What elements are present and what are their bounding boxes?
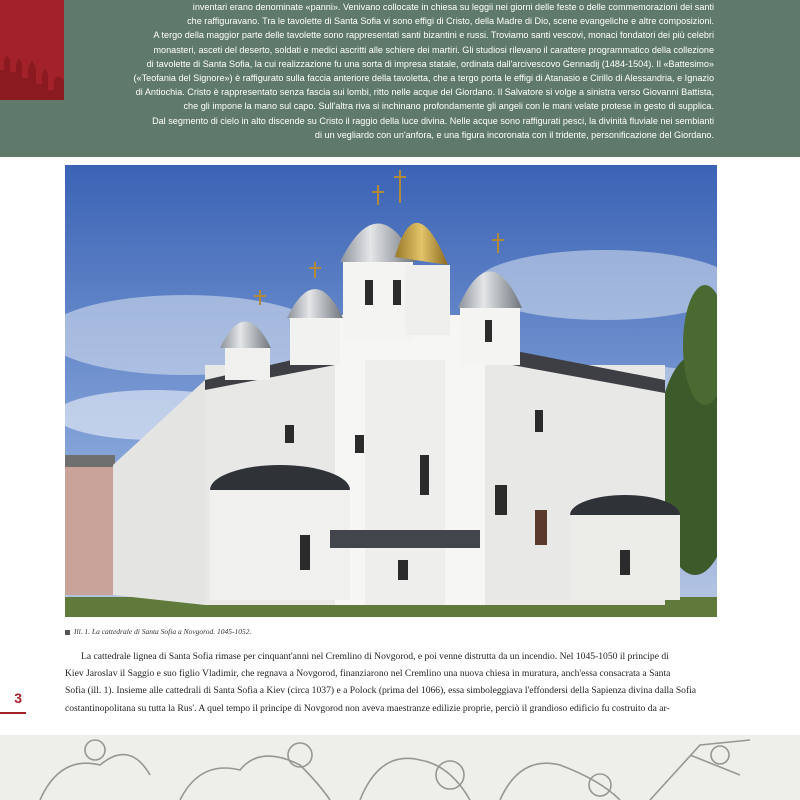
caption-bullet-icon: [65, 630, 70, 635]
photo-caption: [65, 627, 717, 636]
intro-line: che gli impone la mano sul capo. Sull'altra riva si inchinano profondamente gli angeli con le mani velate protese in gesto di supplica.: [183, 101, 714, 112]
body-line: La cattedrale lignea di Santa Sofia rimase per cinquant'anni nel Cremlino di Novgorod, e poi venne distrutta da un incendio. Nel 1045-1050 il principe di: [81, 651, 669, 662]
intro-line: monasteri, asceti del deserto, soldati e medici ascritti alle schiere dei martiri. Gli studiosi rilevano il carattere programmatico della collezione: [153, 44, 714, 55]
decorative-engraving: [0, 735, 800, 800]
main-paragraph: [65, 648, 717, 717]
intro-line: che raffiguravano. Tra le tavolette di Santa Sofia vi sono effigi di Cristo, della Madre di Dio, scene evangeliche e altre composizioni.: [187, 16, 714, 27]
intro-line: di un vegliardo con un'anfora, e una figura incoronata con il tridente, personificazione del Giordano.: [314, 129, 714, 140]
intro-line: («Teofania del Signore») è raffigurato sulla faccia anteriore della tavoletta, che a tergo porta le effigi di Atanasio e Cirillo di Alessandria, e Ignazio: [133, 73, 714, 84]
intro-line: Dal segmento di cielo in alto discende su Cristo il raggio della luce divina. Nelle acque sono raffigurati pesci, la divinità fluviale nei sembianti: [152, 115, 714, 126]
intro-line: di tavolette di Santa Sofia, la cui realizzazione fu una sorta di impresa statale, ordinata dall'arcivescovo Gennadij (1484-1504). Il «Battesimo»: [146, 58, 714, 69]
kremlin-silhouette-icon: [0, 0, 64, 100]
page-number: 3: [0, 690, 26, 714]
cathedral-photo: [65, 165, 717, 617]
intro-line: inventari erano denominate «panni». Venivano collocate in chiesa su leggii nei giorni delle feste o delle commemorazioni dei santi: [192, 2, 714, 12]
intro-line: A tergo della maggior parte delle tavolette sono rappresentati santi bizantini e russi. Troviamo santi vescovi, monaci fondatori dei più celebri: [153, 30, 714, 41]
body-line: costantinopolitana su tutta la Rus'. A quel tempo il principe di Novgorod non aveva maestranze edilizie proprie, perciò il grandioso edificio fu costruito da ar-: [65, 702, 670, 714]
caption-text: Ill. 1. La cattedrale di Santa Sofia a Novgorod. 1045-1052.: [74, 627, 252, 636]
intro-line: di Antiochia. Cristo è rappresentato senza fascia sui lombi, ritto nelle acque del Giordano. Il Salvatore si volge a sinistra verso Giovanni Battista,: [135, 87, 714, 98]
engraving-figures-icon: [0, 735, 800, 800]
body-line: Sofia (ill. 1). Insieme alle cattedrali di Santa Sofia a Kiev (circa 1037) e a Polock (prima del 1066), essa simboleggiava l'effondersi della Sapienza divina dalla Sofia: [65, 685, 697, 697]
body-line: Kiev Jaroslav il Saggio e suo figlio Vladimir, che regnava a Novgorod, finanziarono nel Cremlino una nuova chiesa in muratura, anch'essa consacrata a Santa: [65, 668, 671, 680]
red-corner-tab: [0, 0, 64, 100]
intro-paragraph: [74, 0, 714, 155]
